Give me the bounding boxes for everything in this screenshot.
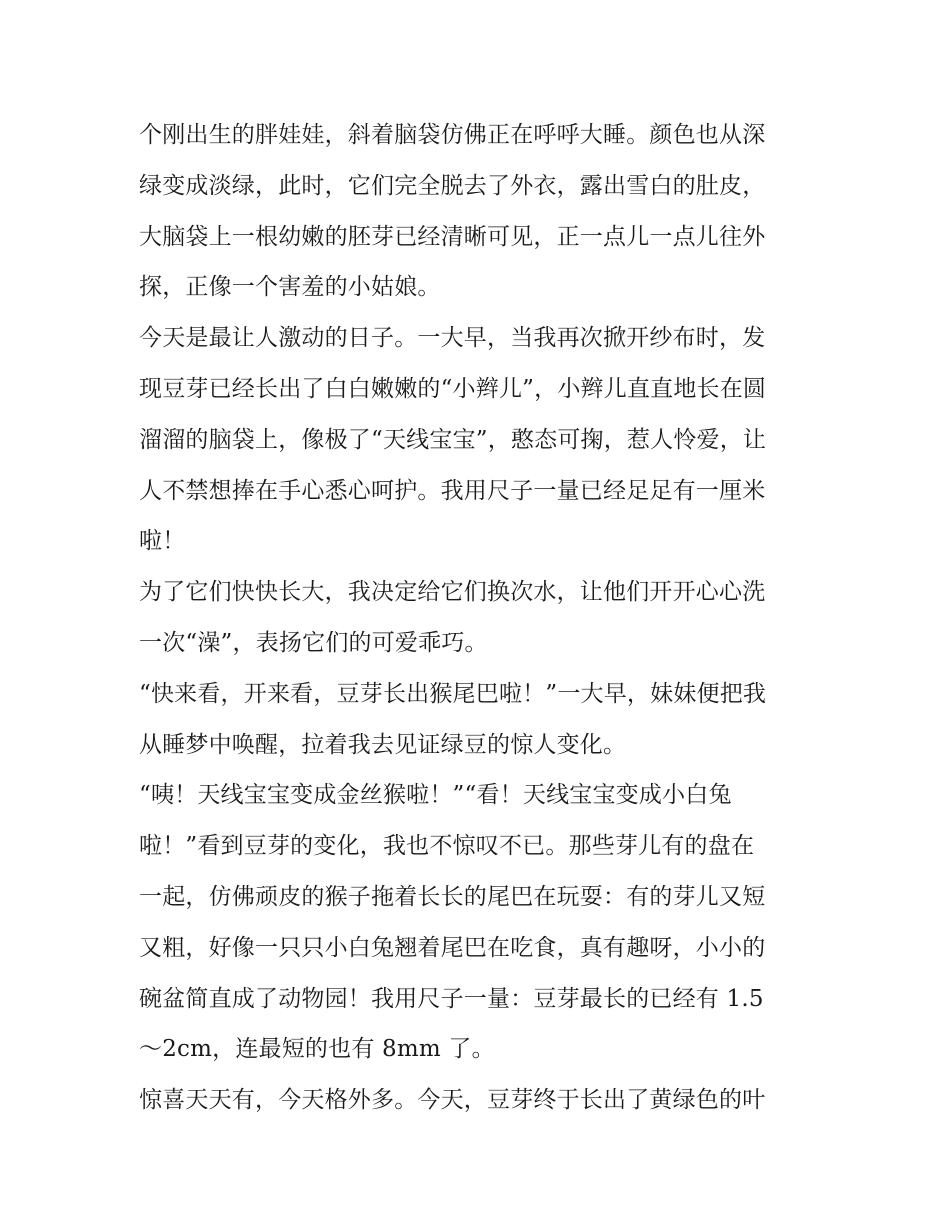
text-line: 啦！”看到豆芽的变化，我也不惊叹不已。那些芽儿有的盘在 (139, 833, 755, 860)
text-line: 探，正像一个害羞的小姑娘。 (139, 274, 441, 301)
text-line: 一次“澡”，表扬它们的可爱乖巧。 (139, 629, 488, 656)
text-line: 为了它们快快长大，我决定给它们换次水，让他们开开心心洗 (139, 579, 766, 606)
text-line: 啦！ (139, 528, 186, 555)
text-line: 溜溜的脑袋上，像极了“天线宝宝”，憨态可掬，惹人怜爱，让 (139, 426, 767, 453)
text-line: ～2cm，连最短的也有 8mm 了。 (139, 1036, 495, 1063)
text-line: 今天是最让人激动的日子。一大早，当我再次掀开纱布时，发 (139, 325, 766, 352)
text-line: 绿变成淡绿，此时，它们完全脱去了外衣，露出雪白的肚皮， (139, 172, 766, 199)
text-line: 惊喜天天有，今天格外多。今天，豆芽终于长出了黄绿色的叶 (139, 1087, 766, 1114)
text-line: 现豆芽已经长出了白白嫩嫩的“小辫儿”，小辫儿直直地长在圆 (139, 375, 767, 402)
text-line: 从睡梦中唤醒，拉着我去见证绿豆的惊人变化。 (139, 731, 627, 758)
text-line: 大脑袋上一根幼嫩的胚芽已经清晰可见，正一点儿一点儿往外 (139, 223, 766, 250)
text-line: 又粗，好像一只只小白兔翘着尾巴在吃食，真有趣呀，小小的 (139, 934, 766, 961)
text-line: 个刚出生的胖娃娃，斜着脑袋仿佛正在呼呼大睡。颜色也从深 (139, 122, 766, 148)
body-text (139, 110, 819, 1126)
text-line: “快来看，开来看，豆芽长出猴尾巴啦！”一大早，妹妹便把我 (139, 680, 767, 707)
text-line: 人不禁想捧在手心悉心呵护。我用尺子一量已经足足有一厘米 (139, 477, 766, 504)
text-line: 碗盆简直成了动物园！我用尺子一量：豆芽最长的已经有 1.5 (139, 985, 764, 1012)
text-line: “咦！天线宝宝变成金丝猴啦！”“看！天线宝宝变成小白兔 (139, 782, 732, 809)
text-line: 一起，仿佛顽皮的猴子拖着长长的尾巴在玩耍：有的芽儿又短 (139, 883, 766, 910)
